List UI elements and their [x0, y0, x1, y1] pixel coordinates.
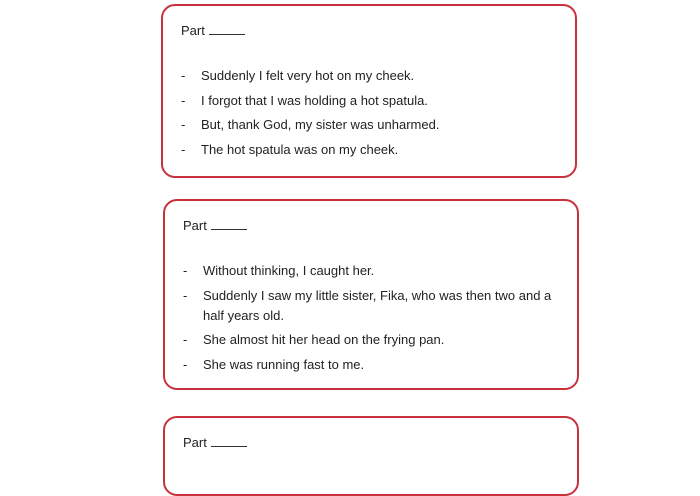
sentence-text: The hot spatula was on my cheek.	[201, 141, 399, 157]
part-card-3	[163, 416, 579, 496]
sentence-text: She was running fast to me.	[203, 356, 365, 372]
part-heading	[183, 435, 247, 451]
sentence-text: She almost hit her head on the frying pan.	[203, 332, 445, 347]
sentence-list	[181, 66, 561, 164]
sentence-list	[183, 261, 563, 379]
dash-bullet: -	[181, 68, 186, 83]
part-heading	[183, 218, 247, 234]
part-label: Part	[183, 218, 207, 233]
dash-bullet: -	[181, 117, 186, 132]
part-label: Part	[181, 23, 205, 38]
part-number-blank	[211, 218, 247, 230]
dash-bullet: -	[183, 287, 188, 303]
sentence-text: Suddenly I saw my little sister, Fika, who was then two and a half years old.	[203, 287, 552, 323]
sentence-text: Without thinking, I caught her.	[203, 263, 375, 278]
sentence-item	[183, 330, 563, 350]
sentence-item	[183, 286, 563, 326]
sentence-item	[181, 66, 561, 86]
dash-bullet: -	[183, 332, 188, 347]
sentence-text: Suddenly I felt very hot on my cheek.	[201, 68, 415, 83]
part-label: Part	[183, 435, 207, 450]
part-number-blank	[211, 435, 247, 447]
sentence-item	[181, 91, 561, 111]
sentence-item	[181, 115, 561, 135]
dash-bullet: -	[183, 356, 188, 372]
sentence-item	[183, 355, 563, 375]
part-heading	[181, 23, 245, 39]
sentence-text: I forgot that I was holding a hot spatula.	[201, 92, 428, 108]
sentence-item	[181, 140, 561, 160]
part-card-1	[161, 4, 577, 178]
dash-bullet: -	[181, 92, 186, 108]
part-number-blank	[209, 23, 245, 35]
dash-bullet: -	[183, 263, 188, 278]
dash-bullet: -	[181, 141, 186, 157]
part-card-2	[163, 199, 579, 390]
sentence-text: But, thank God, my sister was unharmed.	[201, 117, 440, 132]
sentence-item	[183, 261, 563, 281]
